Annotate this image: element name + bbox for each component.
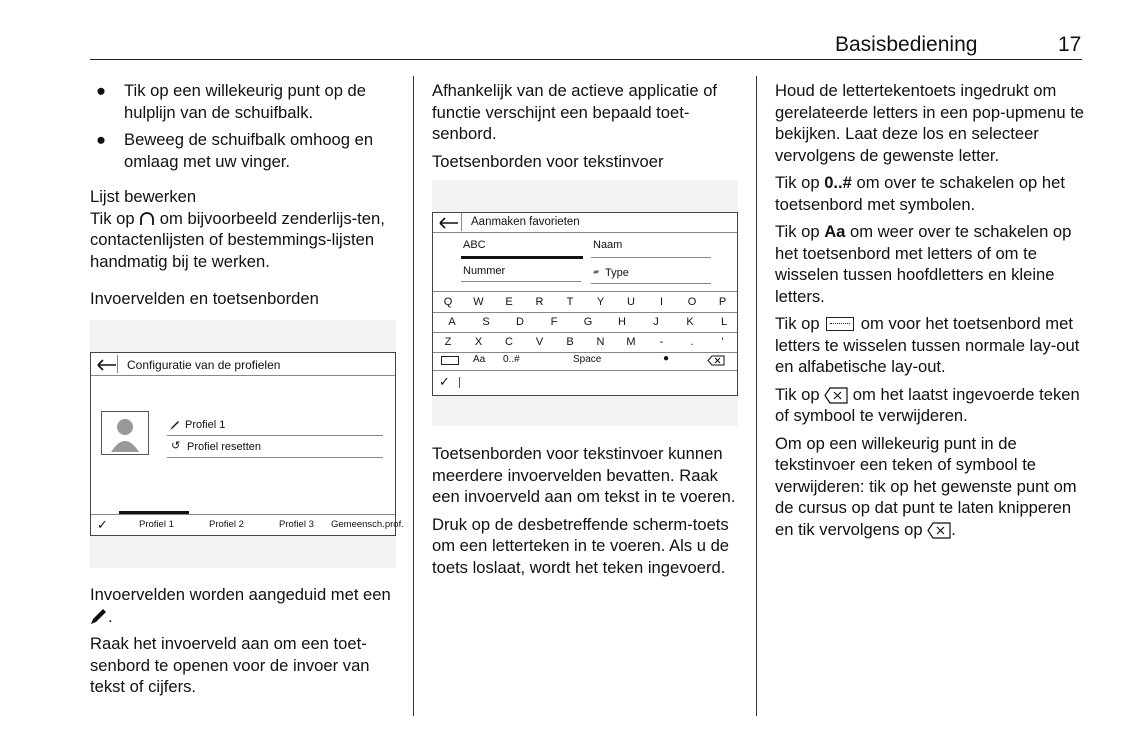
paragraph-hold-key: Houd de lettertekentoets ingedrukt om gerelateerde letters in een pop-upmenu te bekijken. Laat deze los en selecteer vervolgens de gewenste letter. [775,81,1085,165]
key[interactable]: R [535,296,544,308]
field-underline [461,281,581,282]
key[interactable]: Y [596,296,605,308]
key[interactable]: C [505,336,513,348]
key[interactable]: Z [444,336,452,348]
key[interactable]: H [618,316,626,328]
bullet-list [90,80,402,172]
space-key[interactable]: Space [573,354,602,365]
keyboard-top-divider [433,291,737,292]
tab-profile-1[interactable]: Profiel 1 [139,519,174,530]
bullet-dot: ● [96,81,107,100]
tab-profile-3[interactable]: Profiel 3 [279,519,314,530]
tab-divider [91,514,395,515]
bullet-item [90,80,402,123]
avatar [101,411,149,455]
back-arrow-icon [97,359,117,371]
input-abc[interactable]: ABC [463,239,486,251]
screen-title: Aanmaken favorieten [471,216,580,228]
separator [461,213,462,231]
text: . [108,606,113,626]
input-naam[interactable]: Naam [593,239,623,251]
column-2-lower [432,443,742,584]
key[interactable]: G [583,316,593,328]
field-divider [167,435,383,436]
bullet-item [90,129,402,172]
text: Tik op [90,208,140,228]
tab-profile-2[interactable]: Profiel 2 [209,519,244,530]
key[interactable]: M [626,336,636,348]
keyboard-layout-key[interactable] [441,356,459,365]
keyboard-screen [432,212,738,396]
text: . [951,519,956,539]
backspace-icon[interactable] [707,355,725,366]
keyboard-row-2 [433,313,737,333]
screenshot-profiles [90,320,404,568]
paragraph-letters [775,221,1085,307]
case-key-label: Aa [824,222,846,241]
headset-icon [139,211,155,227]
special-char-key-icon[interactable]: ● [663,353,670,364]
paragraph-open-keyboard: Raak het invoerveld aan om een toet-senbord te openen voor de invoer van tekst of cijfers. [90,634,370,696]
key[interactable]: K [686,316,694,328]
text: Tik op [775,222,825,241]
key[interactable]: Q [443,296,453,308]
text: Tik op [775,314,825,333]
profile-screen [90,352,404,536]
pencil-icon [169,419,181,431]
field-underline [591,283,711,284]
confirm-check-icon[interactable]: ✓ [439,374,450,389]
column-2 [432,80,742,172]
text-cursor [459,377,460,388]
paragraph-layout [775,313,1085,378]
key[interactable]: N [596,336,605,348]
tab-shared-profile[interactable]: Gemeensch.prof. [331,519,404,530]
keyboard-icon [826,317,854,331]
backspace-icon [824,387,848,404]
key[interactable]: E [505,296,513,308]
keyboard-row-3 [433,333,737,353]
active-field-underline [461,256,583,259]
key[interactable]: I [659,296,664,308]
key[interactable]: A [448,316,456,328]
heading-text-keyboards: Toetsenborden voor tekstinvoer [432,151,664,171]
screen-title: Configuratie van de profielen [127,358,281,372]
key[interactable]: U [627,296,635,308]
paragraph-delete-last [775,384,1085,427]
backspace-icon [927,522,951,539]
bullet-text: Tik op een willekeurig punt op de hulplijn van de schuifbalk. [124,81,366,122]
key[interactable]: P [718,296,727,308]
bullet-dot: ● [96,130,107,149]
symbols-key-label: 0..# [824,173,852,192]
text: om voor het toetsenbord met letters te wisselen tussen normale lay-out en alfabetische lay-out. [775,314,1080,376]
title-divider [91,375,395,376]
text: om over te schakelen op het toetsenbord met symbolen. [775,173,1065,214]
column-1-lower [90,584,402,704]
key[interactable]: W [473,296,484,308]
text: om het laatst ingevoerde teken of symbool te verwijderen. [775,384,1080,425]
profile-name-field[interactable]: Profiel 1 [185,419,226,431]
paragraph-fields-marked [90,584,402,627]
reset-icon: ↺ [171,440,181,452]
text: Invoervelden worden aangeduid met een [90,585,391,604]
field-divider [167,457,383,458]
paragraph-symbols [775,172,1085,215]
field-underline [591,257,711,258]
paragraph-multiple-fields: Toetsenborden voor tekstinvoer kunnen meerdere invoervelden bevatten. Raak een invoerveld aan om tekst in te voeren. [432,444,736,506]
input-type[interactable]: Type [605,267,629,279]
separator [117,355,118,373]
input-nummer[interactable]: Nummer [463,265,506,277]
profile-reset-button[interactable]: Profiel resetten [187,441,261,453]
key[interactable]: J [653,316,659,328]
title-divider [433,232,737,233]
symbols-key[interactable]: 0..# [503,354,520,365]
text: Tik op [775,384,825,404]
column-1 [90,80,402,310]
confirm-check-icon[interactable]: ✓ [97,517,108,532]
key[interactable]: D [516,316,524,328]
bullet-text: Beweeg de schuifbalk omhoog en omlaag met uw vinger. [124,130,374,171]
key[interactable]: V [535,336,544,348]
back-arrow-icon [439,217,459,229]
key[interactable]: F [550,316,558,328]
key[interactable]: - [659,336,664,348]
key[interactable]: T [566,296,574,308]
screenshot-keyboard [432,180,738,426]
key[interactable]: ' [721,336,724,348]
key[interactable]: O [687,296,697,308]
text: Om op een willekeurig punt in de tekstinvoer een teken of symbool te verwijderen: tik op het gewenste punt om de cursus op dat punt te laten knipperen en tik vervolgens op [775,433,1077,539]
text: Tik op [775,173,825,192]
text: om bijvoorbeeld zenderlijs-ten, contactenlijsten of bestemmings-lijsten handmatig bij te werken. [90,208,385,271]
paragraph-keyboard-depends: Afhankelijk van de actieve applicatie of functie verschijnt een bepaald toet-senbord. [432,81,718,143]
key[interactable]: B [566,336,574,348]
running-header-title: Basisbediening [835,33,978,56]
heading-edit-list: Lijst bewerken [90,187,197,206]
key[interactable]: S [482,316,490,328]
column-divider-1 [413,76,414,716]
paragraph-press-key: Druk op de desbetreffende scherm-toets om een letterteken in te voeren. Als u de toets loslaat, wordt het teken ingevoerd. [432,514,730,577]
key[interactable]: L [720,316,728,328]
row-divider [433,352,737,353]
person-icon [102,412,148,454]
keyboard-row-1 [433,293,737,313]
header-rule [90,59,1082,60]
page-number: 17 [1058,33,1082,56]
column-divider-2 [756,76,757,716]
row-divider [433,370,737,371]
pencil-icon [90,607,108,625]
key[interactable]: . [690,336,694,348]
case-key[interactable]: Aa [473,354,486,365]
heading-input-fields: Invoervelden en toetsenborden [90,289,319,308]
paragraph-edit-list [90,208,402,273]
column-3 [775,80,1085,546]
type-dropdown-icon: ▰ [593,267,600,276]
key[interactable]: X [474,336,483,348]
text: om weer over te schakelen op het toetsenbord met letters of om te wisselen tussen hoofdletters en kleine letters. [775,222,1072,306]
paragraph-delete-any [775,433,1085,541]
